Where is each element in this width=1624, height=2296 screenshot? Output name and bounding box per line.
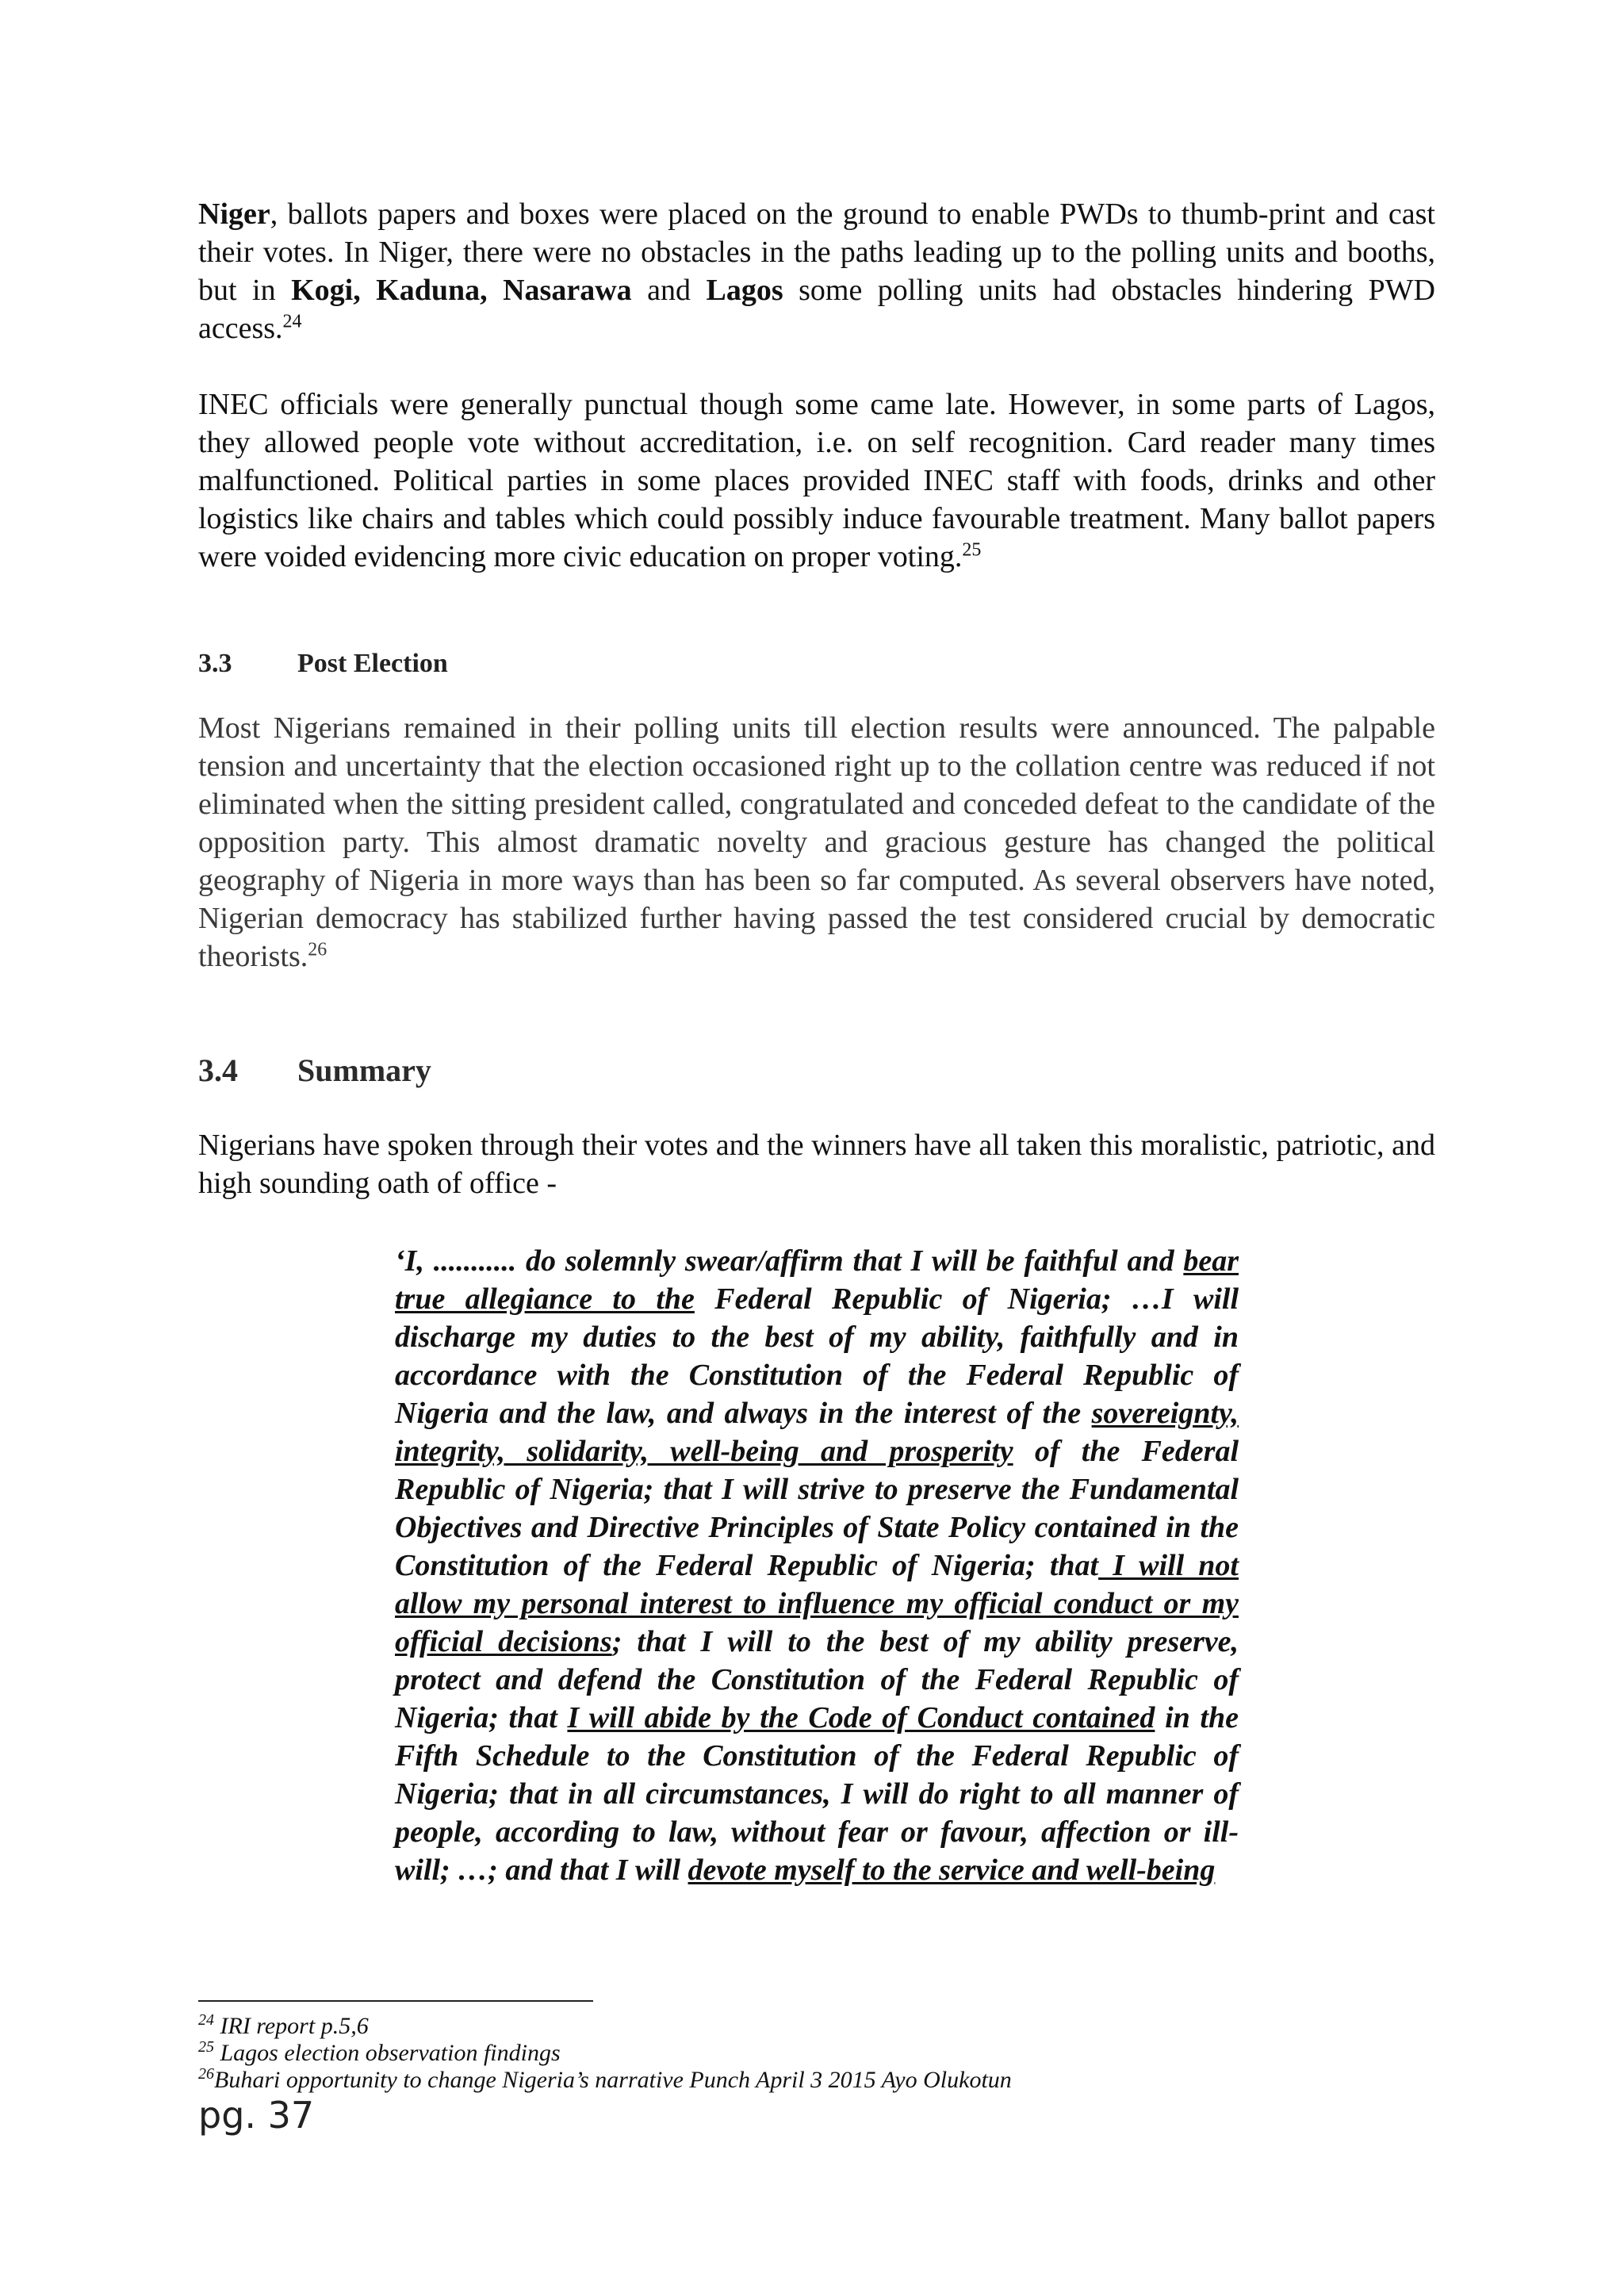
- section-heading-summary: 3.4 Summary: [198, 1052, 431, 1088]
- page-number: pg. 37: [198, 2094, 315, 2137]
- bold-states: Kogi, Kaduna, Nasarawa: [291, 274, 632, 307]
- footnote-divider: [198, 2000, 593, 2002]
- footnote-25: $^{25}$ Lagos election observation findings: [198, 2038, 561, 2066]
- section-heading-post-election: 3.3 Post Election: [198, 649, 448, 678]
- footnote-ref-26: 26: [308, 939, 327, 960]
- footnote-24: $^{24}$ IRI report p.5,6: [198, 2011, 369, 2039]
- paragraph-post-election: Most Nigerians remained in their polling units till election results were announced. The palpable tension and uncertainty that the election occasioned right up to the collation centre was reduced if not eliminated when the sitting president called, congratulated and conceded defeat to the candidate of the opposition party. This almost dramatic novelty and gracious gesture has changed the political geography of Nigeria in more ways than has been so far computed. As several observers have noted, Nigerian democracy has stabilized further having passed the test considered crucial by democratic theorists.$^{26}$: [198, 711, 1435, 973]
- bold-niger: Niger: [198, 197, 270, 231]
- paragraph-inec-officials: INEC officials were generally punctual though some came late. However, in some parts of Lagos, they allowed people vote without accreditation, i.e. on self recognition. Card reader many times malfunctioned. Political parties in some places provided INEC staff with foods, drinks and other logistics like chairs and tables which could possibly induce favourable treatment. Many ballot papers were voided evidencing more civic education on proper voting.$^{25}$: [198, 388, 1435, 573]
- footnote-ref-24: 24: [282, 311, 302, 332]
- footnote-26: $^{26}$Buhari opportunity to change Nigeria’s narrative Punch April 3 2015 Ayo Olukotun: [198, 2065, 1012, 2093]
- footnote-ref-25: 25: [962, 539, 982, 561]
- paragraph-niger-access: Niger, ballots papers and boxes were placed on the ground to enable PWDs to thumb-print and cast their votes. In Niger, there were no obstacles in the paths leading up to the polling units and booths, but in Kogi, Kaduna, Nasarawa and Lagos some polling units had obstacles hindering PWD access.$^{24}$: [198, 197, 1435, 345]
- footnotes: [198, 2013, 1435, 2094]
- paragraph-summary: Nigerians have spoken through their votes and the winners have all taken this moralistic, patriotic, and high sounding oath of office -: [198, 1129, 1435, 1200]
- bold-lagos: Lagos: [706, 274, 783, 307]
- oath-of-office-quote: ‘I, ........... do solemnly swear/affirm that I will be faithful and bear true allegiance to the Federal Republic of Nigeria; …I will discharge my duties to the best of my ability, faithfully and in accordance with the Constitution of the Federal Republic of Nigeria and the law, and always in the interest of the sovereignty, integrity, solidarity, well-being and prosperity of the Federal Republic of Nigeria; that I will strive to preserve the Fundamental Objectives and Directive Principles of State Policy contained in the Constitution of the Federal Republic of Nigeria; that I will not allow my personal interest to influence my official conduct or my official decisions; that I will to the best of my ability preserve, protect and defend the Constitution of the Federal Republic of Nigeria; that I will abide by the Code of Conduct contained in the Fifth Schedule to the Constitution of the Federal Republic of Nigeria; that in all circumstances, I will do right to all manner of people, according to law, without fear or favour, affection or ill-will; …; and that I will devote myself to the service and well-being: [395, 1244, 1239, 1887]
